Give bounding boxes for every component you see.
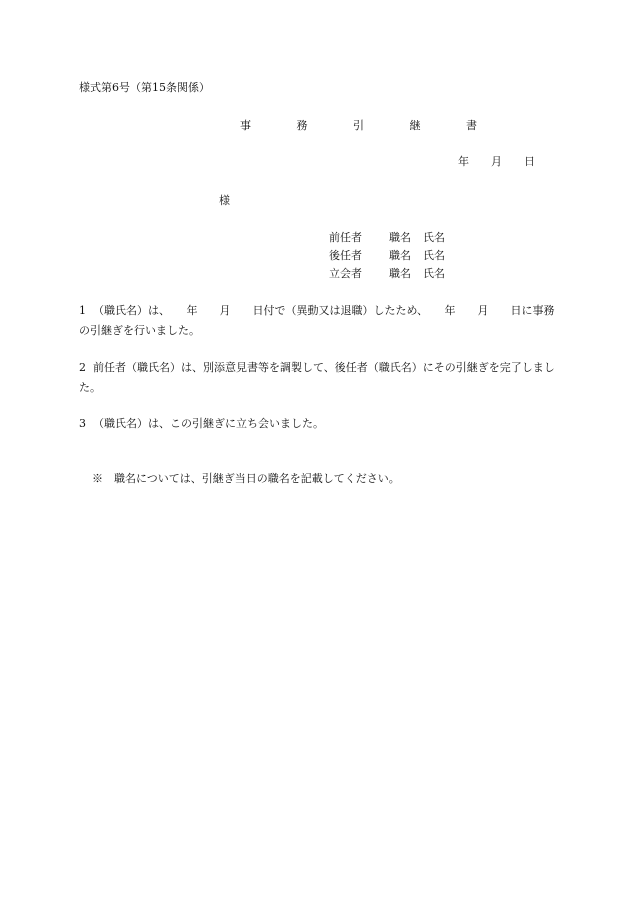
paragraph-text: （職氏名）は、この引継ぎに立ち会いました。 [93, 417, 324, 430]
signer-post-label: 職名 [389, 249, 411, 262]
paragraph-1 [79, 301, 559, 341]
signer-row-predecessor [329, 231, 445, 249]
signer-role: 前任者 [329, 231, 362, 244]
paragraph-2 [79, 358, 559, 398]
signer-name-label: 氏名 [423, 231, 445, 244]
signer-block [329, 231, 445, 285]
signer-role: 立会者 [329, 267, 362, 280]
form-number: 様式第6号（第15条関係） [79, 81, 210, 94]
date-line: 年 月 日 [458, 155, 535, 168]
addressee-suffix: 様 [219, 194, 230, 207]
document-title: 事 務 引 継 書 [240, 119, 498, 132]
signer-name-label: 氏名 [423, 249, 445, 262]
paragraph-3 [79, 414, 559, 434]
signer-role: 後任者 [329, 249, 362, 262]
paragraph-text: （職氏名）は、 年 月 日付で（異動又は退職）したため、 年 月 日に事務の引継ぎを行いました。 [79, 304, 555, 337]
footnote: ※ 職名については、引継ぎ当日の職名を記載してください。 [92, 472, 400, 485]
paragraph-number: 1 [79, 304, 86, 317]
paragraph-text: 前任者（職氏名）は、別添意見書等を調製して、後任者（職氏名）にその引継ぎを完了しました。 [79, 361, 555, 394]
signer-row-successor [329, 249, 445, 267]
signer-post-label: 職名 [389, 267, 411, 280]
paragraph-number: 3 [79, 417, 86, 430]
signer-post-label: 職名 [389, 231, 411, 244]
signer-name-label: 氏名 [423, 267, 445, 280]
paragraph-number: 2 [79, 361, 86, 374]
signer-row-witness [329, 267, 445, 285]
